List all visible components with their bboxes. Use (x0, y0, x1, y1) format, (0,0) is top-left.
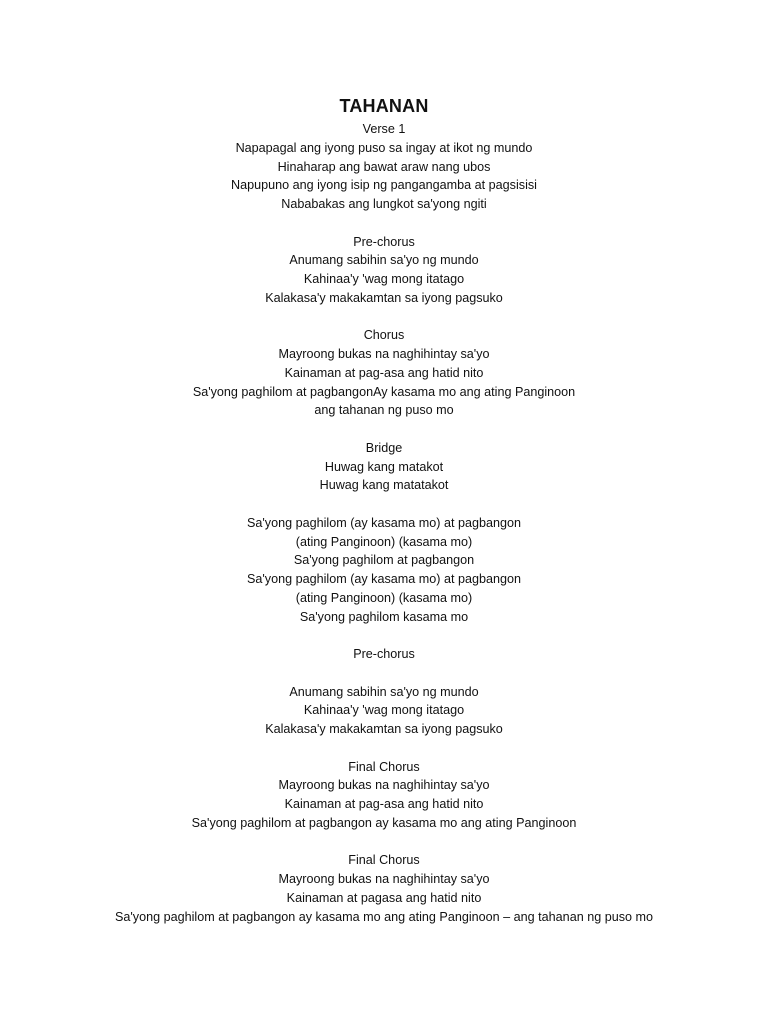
lyric-line: Chorus (363, 328, 405, 343)
blank-line (0, 626, 768, 645)
blank-line (0, 420, 768, 439)
lyric-line: Kalakasa'y makakamtan sa iyong pagsuko (265, 722, 503, 736)
lyric-line: Sa'yong paghilom at pagbangon ay kasama mo ang ating Panginoon – ang tahanan ng puso mo (114, 909, 654, 924)
lyric-line: Anumang sabihin sa'yo ng mundo (289, 253, 479, 268)
blank-line (0, 214, 768, 233)
blank-line (0, 664, 768, 683)
lyric-line: (ating Panginoon) (kasama mo) (295, 534, 473, 549)
lyric-line: Anumang sabihin sa'yo ng mundo (289, 684, 479, 699)
lyric-line: Sa'yong paghilom (ay kasama mo) at pagbangon (246, 572, 522, 586)
lyric-line: Pre-chorus (353, 234, 415, 249)
lyric-line: ang tahanan ng puso mo (314, 403, 454, 418)
lyric-line: Mayroong bukas na naghihintay sa'yo (278, 347, 490, 361)
lyric-line: Napapagal ang iyong puso sa ingay at ikot ng mundo (235, 140, 533, 155)
lyric-line: Sa'yong paghilom (ay kasama mo) at pagbangon (246, 515, 522, 530)
lyric-line: (ating Panginoon) (kasama mo) (295, 590, 473, 605)
blank-line (0, 495, 768, 514)
lyric-line: Final Chorus (348, 759, 420, 774)
blank-line (0, 308, 768, 327)
lyric-line: Huwag kang matatakot (319, 478, 449, 493)
lyric-line: Bridge (365, 440, 403, 455)
lyric-line: Sa'yong paghilom at pagbangon (293, 553, 475, 568)
lyric-line: Hinaharap ang bawat araw nang ubos (277, 159, 491, 174)
lyric-line: Kainaman at pag-asa ang hatid nito (284, 797, 484, 811)
lyric-line: Pre-chorus (353, 647, 415, 661)
lyric-line: Mayroong bukas na naghihintay sa'yo (278, 872, 490, 886)
blank-line (0, 739, 768, 758)
blank-line (0, 833, 768, 852)
lyric-line: Huwag kang matakot (324, 459, 444, 474)
lyrics-body (0, 120, 768, 926)
lyric-line: Kahinaa'y 'wag mong itatago (303, 272, 465, 286)
lyric-line: Nababakas ang lungkot sa'yong ngiti (281, 197, 487, 211)
song-title: TAHANAN (339, 96, 429, 116)
lyric-line: Kahinaa'y 'wag mong itatago (303, 703, 465, 718)
lyric-line: Mayroong bukas na naghihintay sa'yo (278, 778, 490, 793)
lyric-line: Napupuno ang iyong isip ng pangangamba at pagsisisi (231, 178, 537, 193)
lyric-line: Sa'yong paghilom at pagbangonAy kasama mo ang ating Panginoon (192, 384, 576, 399)
lyric-line: Kalakasa'y makakamtan sa iyong pagsuko (265, 290, 503, 305)
lyric-line: Final Chorus (348, 853, 420, 868)
lyric-line: Kainaman at pag-asa ang hatid nito (284, 365, 484, 380)
lyric-line: Sa'yong paghilom at pagbangon ay kasama mo ang ating Panginoon (191, 815, 577, 830)
lyric-line: Verse 1 (362, 122, 406, 136)
lyric-line: Sa'yong paghilom kasama mo (299, 609, 469, 624)
lyric-line: Kainaman at pagasa ang hatid nito (286, 890, 482, 905)
